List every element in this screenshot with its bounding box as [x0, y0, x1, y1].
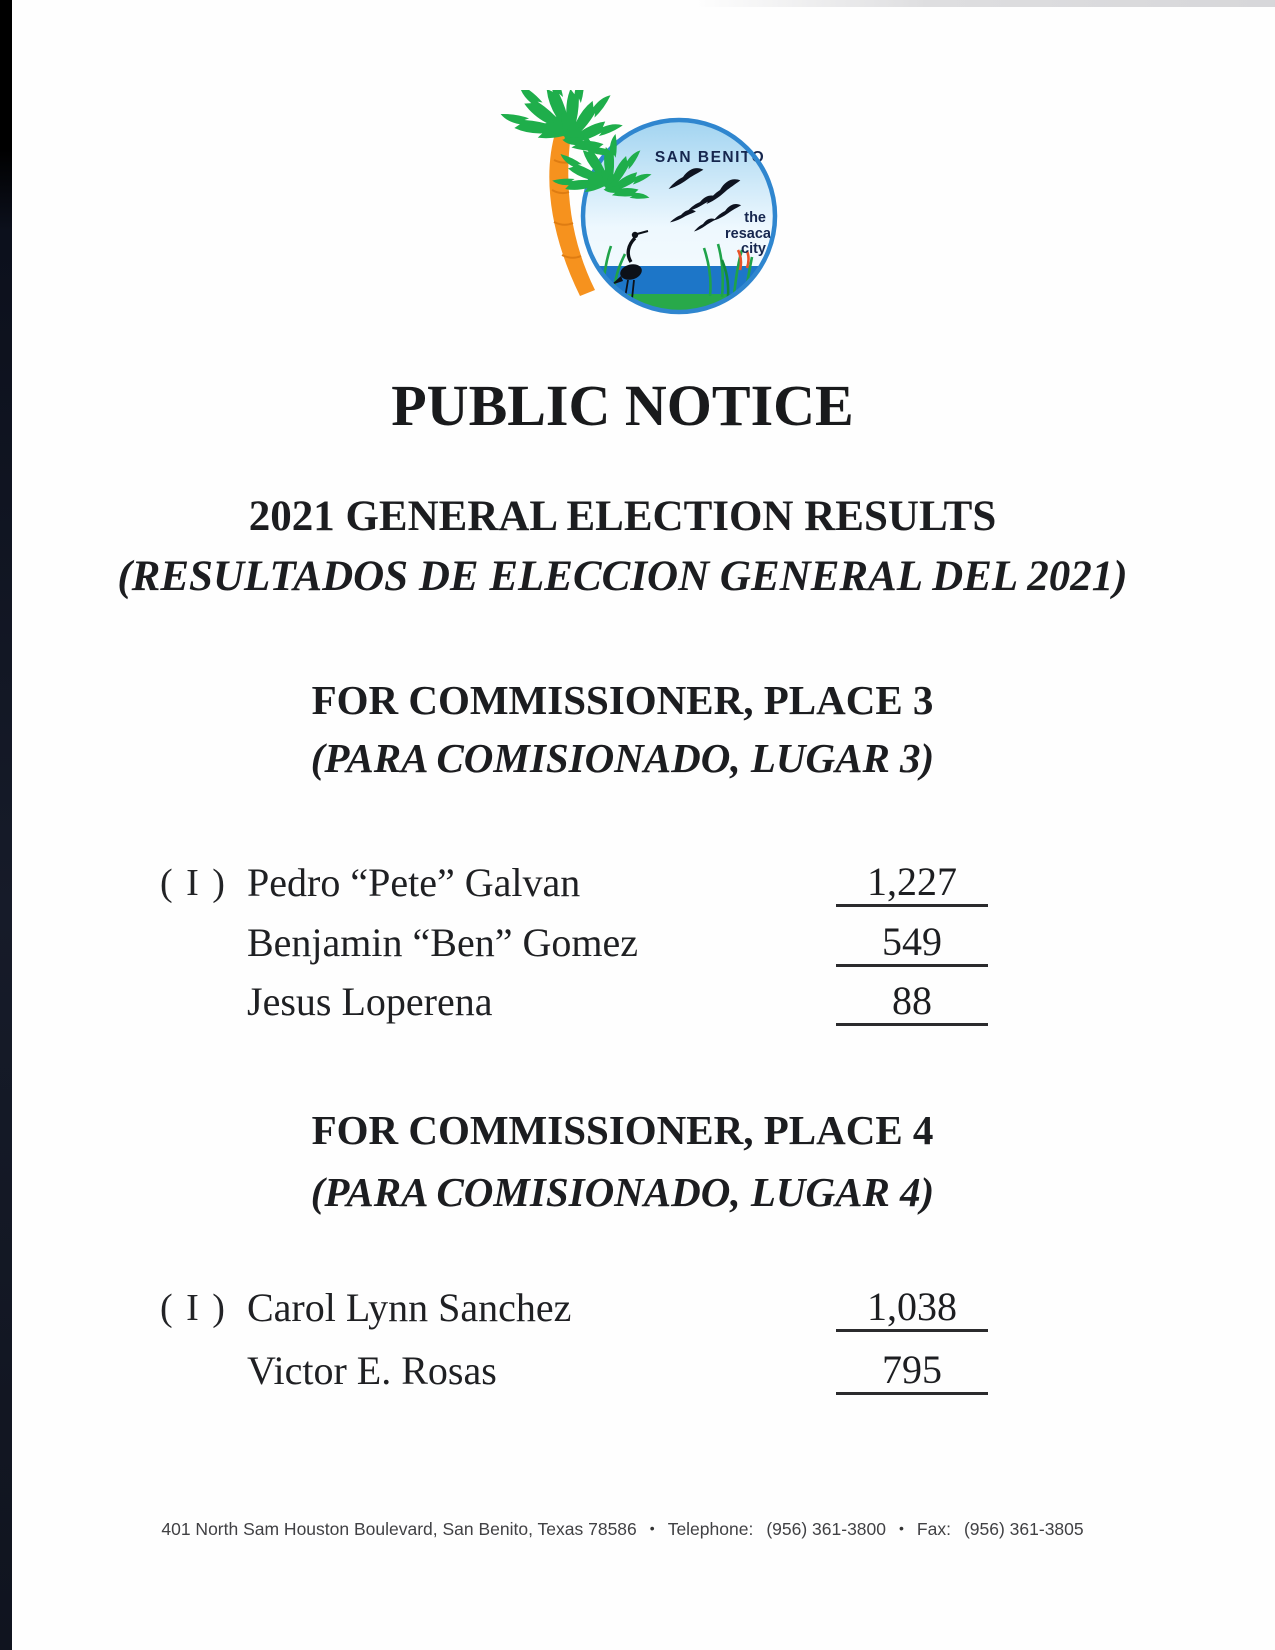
candidate-name: Jesus Loperena	[247, 979, 493, 1024]
incumbent-marker: ( I )	[160, 1287, 227, 1329]
bullet-separator: •	[649, 1520, 655, 1536]
section-heading-place3-english: FOR COMMISSIONER, PLACE 3	[311, 677, 934, 723]
footer-fax-number: (956) 361-3805	[963, 1519, 1084, 1539]
candidate-name: Benjamin “Ben” Gomez	[247, 920, 638, 965]
logo-tagline-resaca: resaca	[725, 226, 771, 242]
result-row-gomez	[0, 917, 1245, 967]
bullet-separator: •	[899, 1520, 904, 1536]
logo-city-name: SAN BENITO	[654, 149, 766, 166]
candidate-name: Victor E. Rosas	[247, 1348, 497, 1393]
vote-count: 88	[836, 976, 988, 1026]
result-row-rosas	[0, 1345, 1245, 1395]
footer-contact-line	[0, 1519, 1245, 1540]
footer-address: 401 North Sam Houston Boulevard, San Benito, Texas 78586	[161, 1519, 637, 1539]
footer-telephone-number: (956) 361-3800	[766, 1519, 886, 1539]
incumbent-marker: ( I )	[160, 862, 227, 904]
vote-count: 1,227	[836, 857, 988, 907]
page-title: PUBLIC NOTICE	[391, 373, 854, 438]
section-heading-place4-english: FOR COMMISSIONER, PLACE 4	[311, 1107, 934, 1153]
section-heading-place3-spanish: (PARA COMISIONADO, LUGAR 3)	[310, 735, 935, 781]
result-row-loperena	[0, 976, 1245, 1026]
vote-count: 795	[836, 1345, 988, 1395]
logo-tagline-city: city	[741, 241, 766, 257]
vote-count: 549	[836, 917, 988, 967]
footer-fax-label: Fax:	[916, 1519, 951, 1539]
result-row-galvan	[0, 857, 1245, 907]
vote-count: 1,038	[836, 1282, 988, 1332]
result-row-sanchez	[0, 1282, 1245, 1332]
logo-tagline-the: the	[744, 210, 766, 226]
results-heading-spanish: (RESULTADOS DE ELECCION GENERAL DEL 2021)	[117, 553, 1128, 600]
candidate-name: Carol Lynn Sanchez	[247, 1285, 572, 1330]
section-heading-place4-spanish: (PARA COMISIONADO, LUGAR 4)	[310, 1169, 935, 1215]
results-heading-english: 2021 GENERAL ELECTION RESULTS	[248, 493, 997, 540]
candidate-name: Pedro “Pete” Galvan	[247, 860, 581, 905]
footer-telephone-label: Telephone:	[667, 1519, 754, 1539]
